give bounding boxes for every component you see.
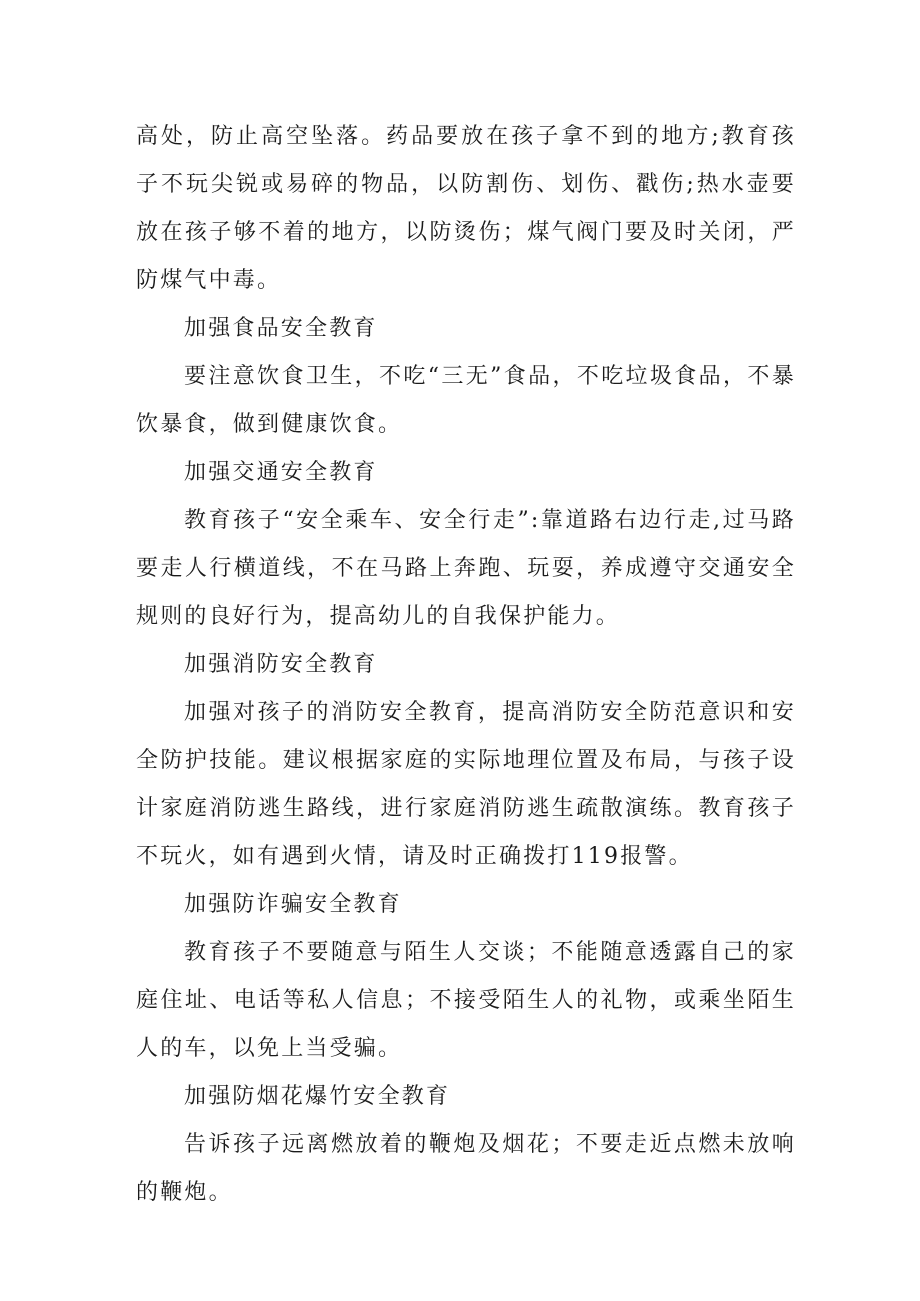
paragraph-traffic-safety: 教育孩子“安全乘车、安全行走”:靠道路右边行走,过马路要走人行横道线，不在马路上奔跑、玩耍，养成遵守交通安全规则的良好行为，提高幼儿的自我保护能力。 xyxy=(136,508,796,629)
document-body xyxy=(136,113,796,1217)
paragraph-food-safety: 要注意饮食卫生，不吃“三无”食品，不吃垃圾食品，不暴饮暴食，做到健康饮食。 xyxy=(136,364,796,437)
paragraph-fireworks-safety: 告诉孩子远离燃放着的鞭炮及烟花；不要走近点燃未放响的鞭炮。 xyxy=(136,1132,796,1205)
section-heading-anti-fraud: 加强防诈骗安全教育 xyxy=(184,892,402,917)
paragraph-continuation: 高处，防止高空坠落。药品要放在孩子拿不到的地方;教育孩子不玩尖锐或易碎的物品，以防割伤、划伤、戳伤;热水壶要放在孩子够不着的地方，以防烫伤；煤气阀门要及时关闭，严防煤气中毒。 xyxy=(136,124,796,293)
section-heading-fire-safety: 加强消防安全教育 xyxy=(184,652,378,677)
section-heading-food-safety: 加强食品安全教育 xyxy=(184,316,378,341)
paragraph-anti-fraud: 教育孩子不要随意与陌生人交谈；不能随意透露自己的家庭住址、电话等私人信息；不接受陌生人的礼物，或乘坐陌生人的车，以免上当受骗。 xyxy=(136,940,796,1061)
section-heading-fireworks-safety: 加强防烟花爆竹安全教育 xyxy=(184,1084,451,1109)
section-heading-traffic-safety: 加强交通安全教育 xyxy=(184,460,378,485)
paragraph-fire-safety: 加强对孩子的消防安全教育，提高消防安全防范意识和安全防护技能。建议根据家庭的实际地理位置及布局，与孩子设计家庭消防逃生路线，进行家庭消防逃生疏散演练。教育孩子不玩火，如有遇到火情，请及时正确拨打119报警。 xyxy=(136,700,796,869)
